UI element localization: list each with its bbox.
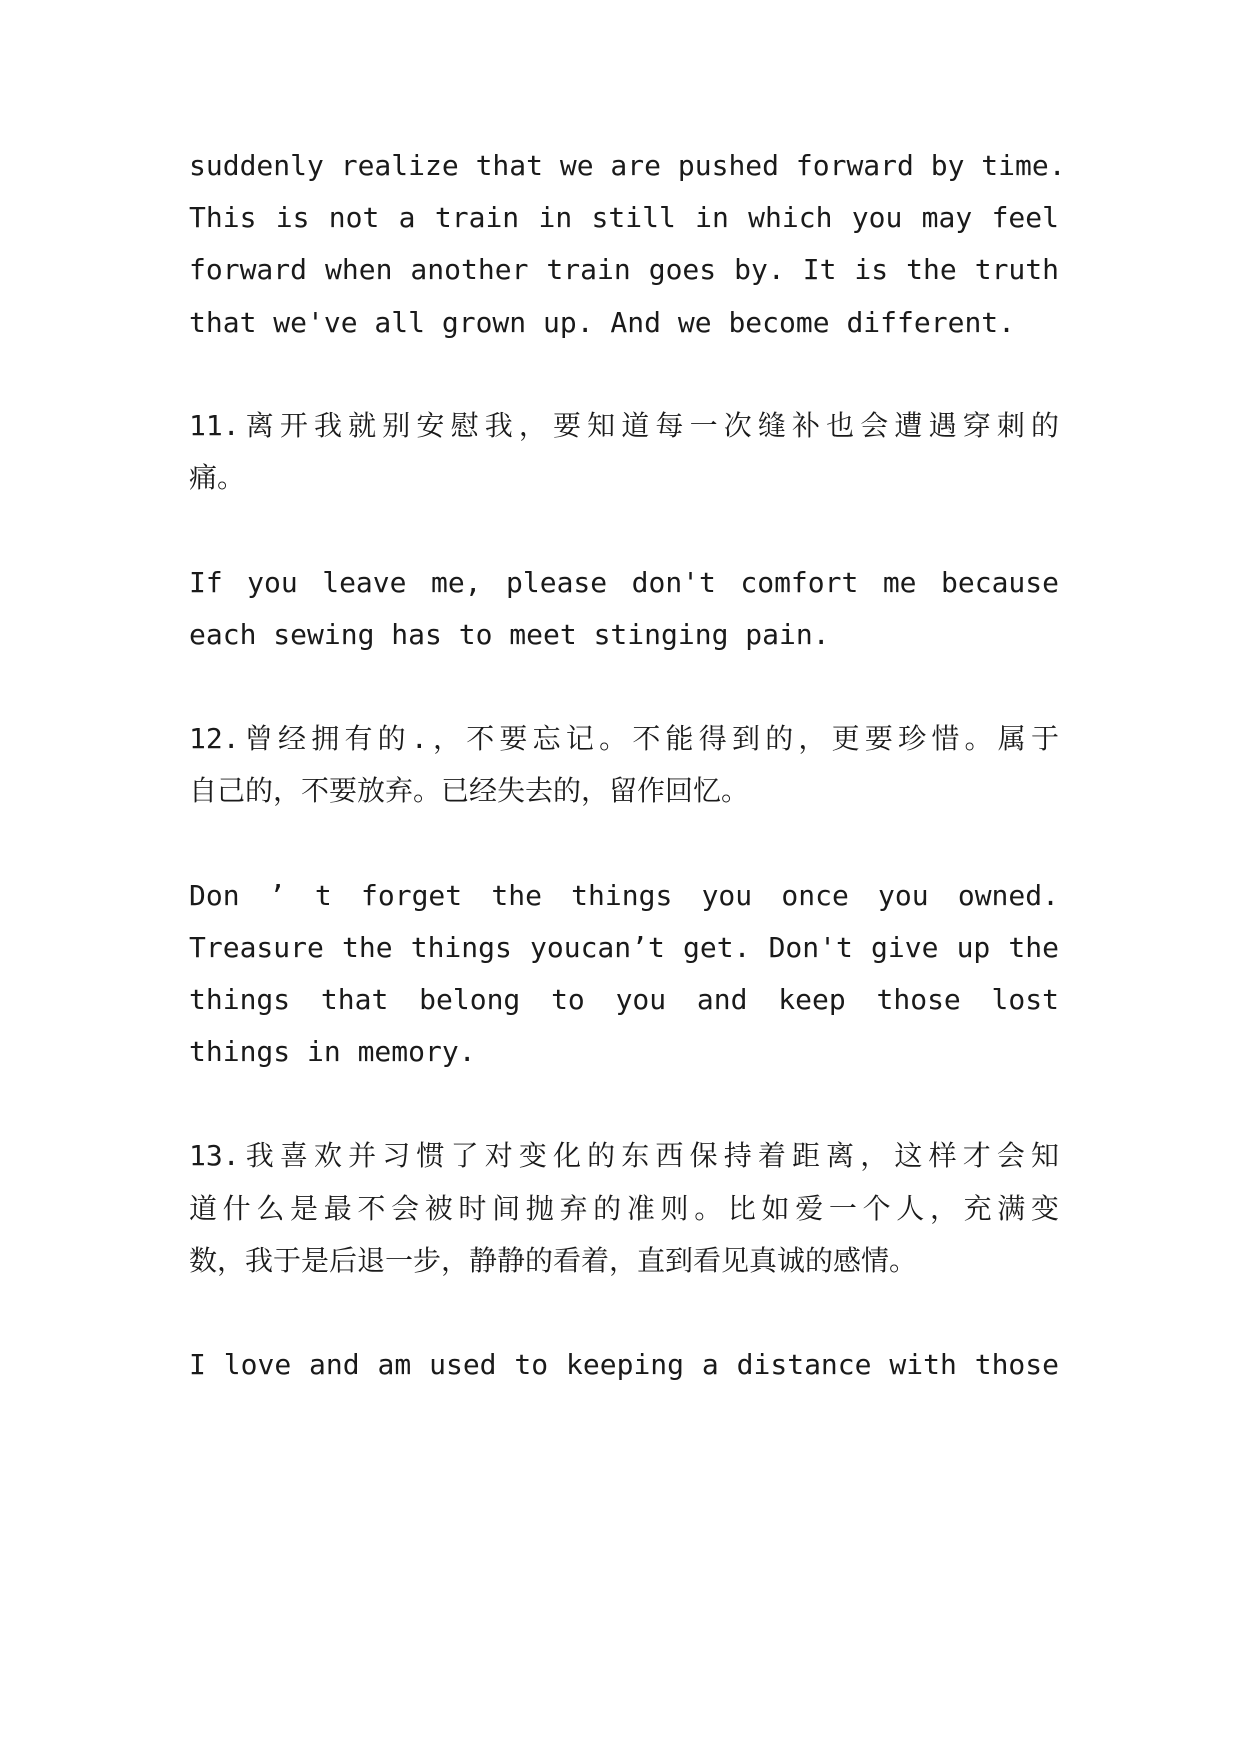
text-line: If you leave me, please don't comfort me because	[189, 566, 1059, 599]
text-line: things that belong to you and keep those lost	[189, 983, 1059, 1016]
text-line: each sewing has to meet stinging pain.	[189, 618, 830, 651]
text-line: 道什么是最不会被时间抛弃的准则。比如爱一个人，充满变	[189, 1192, 1059, 1225]
text-line: that we've all grown up. And we become different.	[189, 306, 1016, 339]
text-line: 12.曾经拥有的.，不要忘记。不能得到的，更要珍惜。属于	[189, 722, 1059, 755]
text-line: I love and am used to keeping a distance with those	[189, 1348, 1059, 1381]
text-line: 痛。	[189, 461, 246, 494]
text-line: 数，我于是后退一步，静静的看着，直到看见真诚的感情。	[189, 1244, 918, 1277]
text-line: Treasure the things youcan’t get. Don't give up the	[189, 931, 1059, 964]
text-line: 自己的，不要放弃。已经失去的，留作回忆。	[189, 774, 750, 807]
text-line: Don ’ t forget the things you once you owned.	[189, 879, 1059, 912]
text-line: 11.离开我就别安慰我，要知道每一次缝补也会遭遇穿刺的	[189, 409, 1059, 442]
text-line: suddenly realize that we are pushed forward by time.	[189, 149, 1066, 182]
text-line: things in memory.	[189, 1035, 476, 1068]
text-line: 13.我喜欢并习惯了对变化的东西保持着距离，这样才会知	[189, 1139, 1059, 1172]
text-line: This is not a train in still in which you may feel	[189, 201, 1059, 234]
text-line: forward when another train goes by. It is the truth	[189, 253, 1059, 286]
